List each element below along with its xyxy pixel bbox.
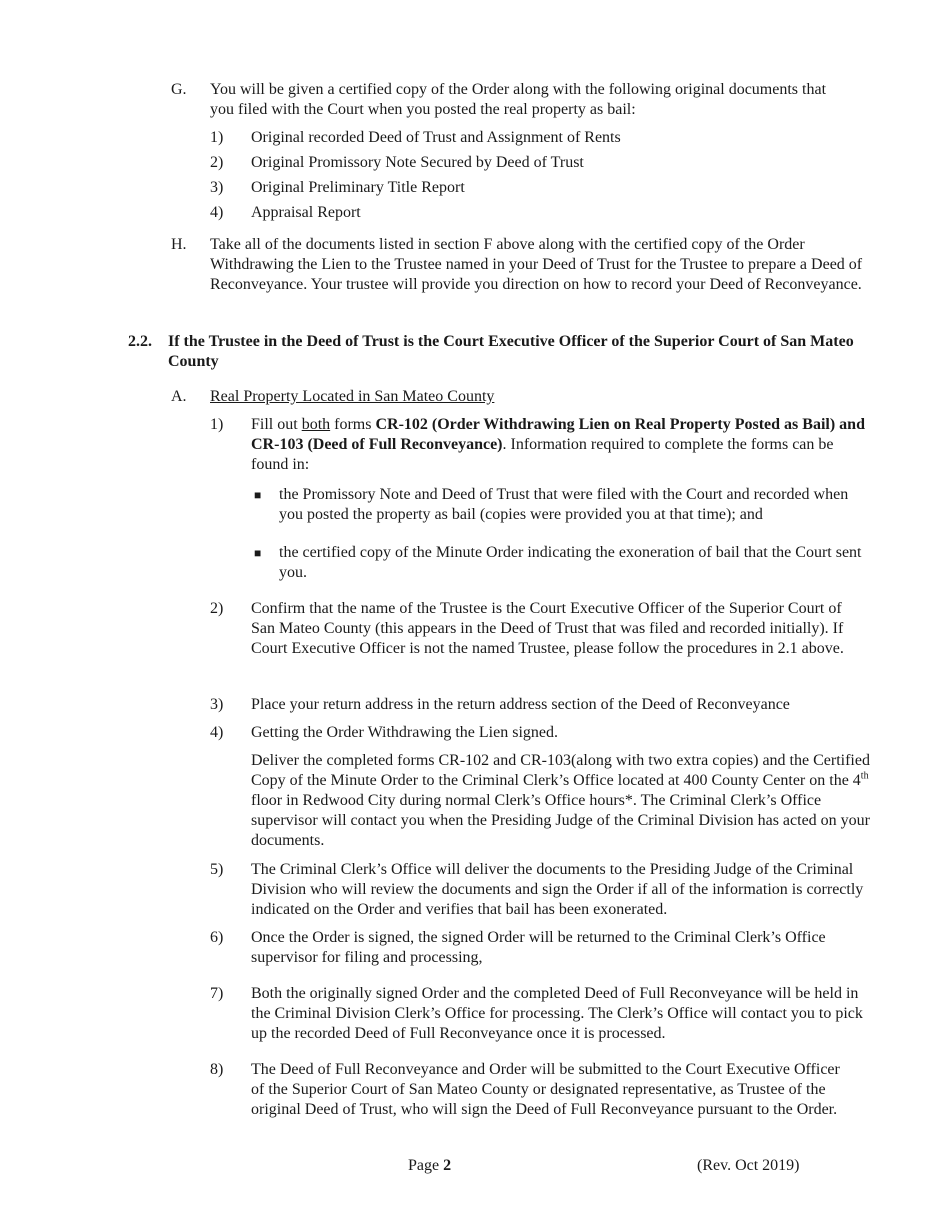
step-8-text: The Deed of Full Reconveyance and Order will be submitted to the Court Executive Officer of the Superior Court of San Mateo County or designated representative, as Trustee of the original Deed of Trust, who will sign the Deed of Full Reconveyance pursuant to the Order. xyxy=(251,1061,840,1118)
step-1-both-emphasis: both xyxy=(301,416,331,433)
page-number-value: 2 xyxy=(443,1157,452,1174)
section-g-item-4-num: 4) xyxy=(210,204,224,221)
section-g-item-2-text: Original Promissory Note Secured by Deed of Trust xyxy=(251,154,584,171)
step-4-paragraph-a: Deliver the completed forms CR-102 and CR-103(along with two extra copies) and the Certified Copy of the Minute Order to the Criminal Clerk’s Office located at 400 County Center on the 4 xyxy=(251,752,870,789)
section-g-label: G. xyxy=(171,81,187,98)
page-number-label: Page xyxy=(408,1157,444,1174)
section-h-text: Take all of the documents listed in section F above along with the certified copy of the Order Withdrawing the Lien to the Trustee named in your Deed of Trust for the Trustee to prepare a Deed of Reconveyance. Your trustee will provide you direction on how to record your Deed of Reconveyance. xyxy=(210,236,863,293)
section-g-item-3-text: Original Preliminary Title Report xyxy=(251,179,465,196)
section-g-text: You will be given a certified copy of the Order along with the following original documents that you filed with the Court when you posted the real property as bail: xyxy=(210,81,827,118)
step-1-text xyxy=(251,415,871,475)
step-5-num: 5) xyxy=(210,861,224,878)
section-g-item-3-num: 3) xyxy=(210,179,224,196)
section-g-item-4-text: Appraisal Report xyxy=(251,204,361,221)
step-4-paragraph xyxy=(251,751,873,851)
step-1-bullet-1: the Promissory Note and Deed of Trust that were filed with the Court and recorded when you posted the property as bail (copies were provided you at that time); and xyxy=(279,486,849,523)
subsection-a-title: Real Property Located in San Mateo County xyxy=(210,388,495,405)
bullet-square-icon: ■ xyxy=(254,546,262,560)
page-number xyxy=(408,1156,451,1176)
step-1-form-names: CR-102 (Order Withdrawing Lien on Real Property Posted as Bail) and CR-103 (Deed of Full Reconveyance) xyxy=(251,416,865,453)
section-h-label: H. xyxy=(171,236,187,253)
bullet-square-icon: ■ xyxy=(254,488,262,502)
step-4-num: 4) xyxy=(210,724,224,741)
revision-date: (Rev. Oct 2019) xyxy=(697,1157,800,1174)
step-3-num: 3) xyxy=(210,696,224,713)
step-8-num: 8) xyxy=(210,1061,224,1078)
subsection-a-label: A. xyxy=(171,388,187,405)
step-1-text-b: forms xyxy=(330,416,376,433)
step-4-text: Getting the Order Withdrawing the Lien signed. xyxy=(251,724,558,741)
section-g-item-2-num: 2) xyxy=(210,154,224,171)
step-1-text-a: Fill out xyxy=(251,416,302,433)
step-7-num: 7) xyxy=(210,985,224,1002)
step-6-num: 6) xyxy=(210,929,224,946)
step-4-superscript: th xyxy=(860,770,869,782)
section-g-item-1-num: 1) xyxy=(210,129,224,146)
step-1-text-c: . Information required to complete the forms can be found in: xyxy=(251,436,834,473)
section-2-2-number: 2.2. xyxy=(128,333,152,350)
step-1-bullet-2: the certified copy of the Minute Order indicating the exoneration of bail that the Court sent you. xyxy=(279,544,862,581)
step-3-text: Place your return address in the return address section of the Deed of Reconveyance xyxy=(251,696,790,713)
step-4-paragraph-b: floor in Redwood City during normal Clerk’s Office hours*. The Criminal Clerk’s Office supervisor will contact you when the Presiding Judge of the Criminal Division has acted on your documents. xyxy=(251,792,870,849)
section-g-item-1-text: Original recorded Deed of Trust and Assignment of Rents xyxy=(251,129,621,146)
step-5-text: The Criminal Clerk’s Office will deliver the documents to the Presiding Judge of the Criminal Division who will review the documents and sign the Order if all of the information is correctly indicated on the Order and verifies that bail has been exonerated. xyxy=(251,861,864,918)
step-1-num: 1) xyxy=(210,416,224,433)
step-2-text: Confirm that the name of the Trustee is the Court Executive Officer of the Superior Court of San Mateo County (this appears in the Deed of Trust that was filed and recorded initially). If Court Executive Officer is not the named Trustee, please follow the procedures in 2.1 above. xyxy=(251,600,844,657)
step-7-text: Both the originally signed Order and the completed Deed of Full Reconveyance will be held in the Criminal Division Clerk’s Office for processing. The Clerk’s Office will contact you to pick up the recorded Deed of Full Reconveyance once it is processed. xyxy=(251,985,863,1042)
step-2-num: 2) xyxy=(210,600,224,617)
step-6-text: Once the Order is signed, the signed Order will be returned to the Criminal Clerk’s Office supervisor for filing and processing, xyxy=(251,929,826,966)
section-2-2-title: If the Trustee in the Deed of Trust is the Court Executive Officer of the Superior Court of San Mateo County xyxy=(168,333,854,370)
